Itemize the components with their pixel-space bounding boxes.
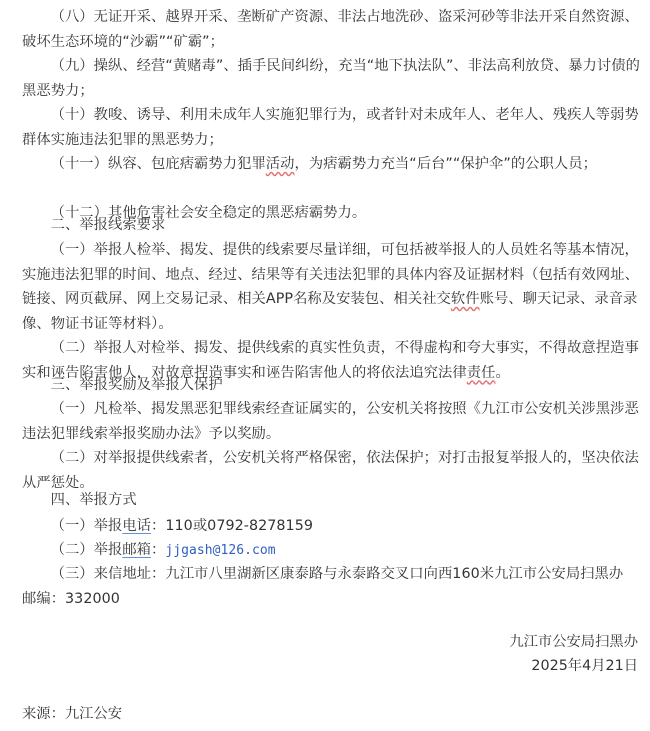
mail-label-underlined: 邮箱 [122, 542, 152, 558]
reward-1: （一）凡检举、揭发黑恶犯罪线索经查证属实的，公安机关将按照《九江市公安机关涉黑涉恶违法犯罪线索举报奖励办法》予以奖励。 [22, 401, 639, 442]
address-text: （三）来信地址：九江市八里湖新区康泰路与永泰路交叉口向西160米九江市公安局扫黑办 [50, 566, 624, 582]
email-link[interactable]: jjgash@126.com [165, 543, 276, 558]
reward-2: （二）对举报提供线索者，公安机关将严格保密，依法保护；对打击报复举报人的，坚决依法从严惩处。 [22, 450, 639, 491]
item-11-text-a: （十一）纵容、包庇痞霸势力犯罪 [50, 156, 266, 172]
item-9: （九）操纵、经营“黄赌毒”、插手民间纠纷，充当“地下执法队”、非法高利放贷、暴力讨债的黑恶势力； [22, 58, 640, 99]
section-4-title: 四、举报方式 [50, 492, 137, 508]
req-2-text-a: （二）举报人对检举、揭发、提供线索的真实性负责，不得虚构和夸大事实，不得故意捏造事实和诬告陷害他人，对故意捏造事实和诬告陷害他人的将依法追究法律 [22, 340, 639, 381]
req-1 [22, 238, 642, 336]
contact-address [22, 562, 642, 611]
section-2-title: 二、举报线索要求 [50, 217, 166, 233]
item-12: （十二）其他危害社会安全稳定的黑恶痞霸势力。 [50, 205, 367, 221]
section-3-title: 三、举报奖励及举报人保护 [50, 377, 223, 393]
req-2-text-c: 。 [495, 364, 510, 381]
item-11 [22, 152, 642, 177]
phone-label-underlined: 电话 [122, 518, 152, 534]
req-1-text-a: （一）举报人检举、揭发、提供的线索要尽量详细，可包括被举报人的人员姓名等基本情况，实施违法犯罪的时间、地点、经过、结果等有关违法犯罪的具体内容及证据材料（包括有效网址、链接、网页截屏、网上交易记录、相关APP名称及安装包、相关社交 [22, 242, 639, 307]
mail-label: （二）举报 [50, 542, 123, 558]
item-11-text-c: ，为痞霸势力充当“后台”“保护伞”的公职人员； [294, 156, 597, 172]
signature-date: 2025年4月21日 [531, 658, 638, 674]
req-1-underlined: 软件 [450, 291, 480, 307]
signature-org: 九江市公安局扫黑办 [509, 634, 638, 650]
item-10: （十）教唆、诱导、利用未成年人实施犯罪行为，或者针对未成年人、老年人、残疾人等弱势群体实施违法犯罪的黑恶势力； [22, 107, 639, 148]
item-8: （八）无证开采、越界开采、垄断矿产资源、非法占地洗砂、盗采河砂等非法开采自然资源、破坏生态环境的“沙霸”“矿霸”； [22, 9, 639, 50]
phone-sep: ： [151, 518, 166, 534]
source-line: 来源：九江公安 [22, 706, 123, 722]
mail-sep: ： [151, 542, 166, 558]
phone-value: 110或0792-8278159 [165, 518, 313, 534]
postcode: 邮编：332000 [22, 590, 120, 607]
contact-phone [22, 514, 642, 539]
req-1-text-c: 账号、聊天记录、录音录像、物证书证等材料）。 [22, 291, 638, 332]
item-11-underlined: 活动 [265, 156, 295, 172]
req-2-underlined: 责任 [466, 364, 496, 381]
contact-email [22, 538, 642, 564]
phone-label: （一）举报 [50, 518, 123, 534]
